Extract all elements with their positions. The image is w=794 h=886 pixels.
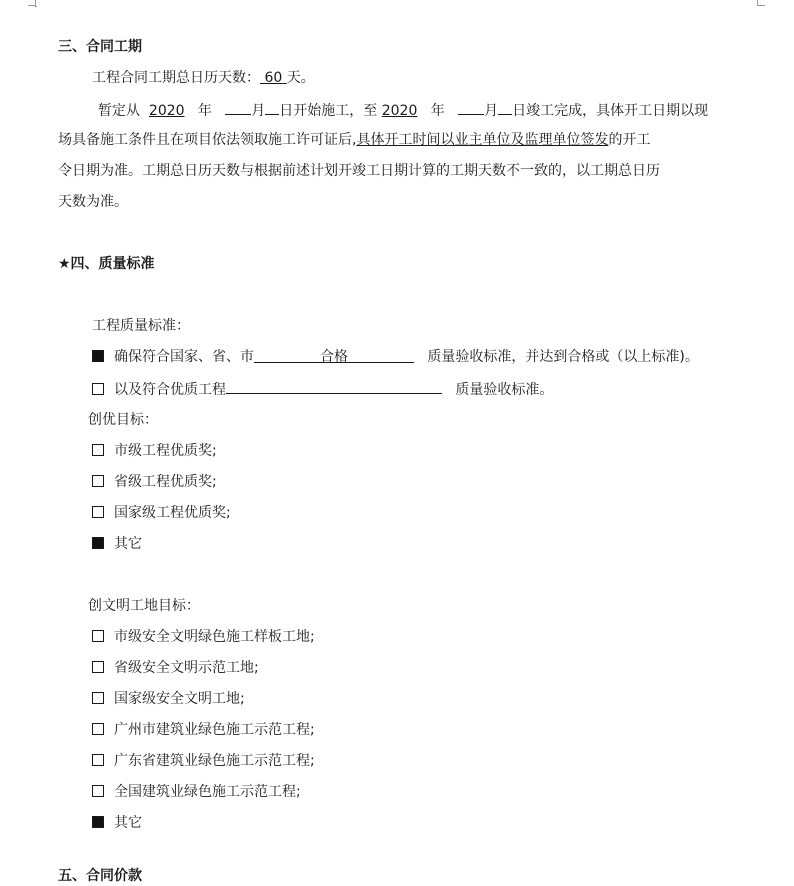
checkbox-checked-icon[interactable] xyxy=(92,816,104,828)
civil-site-item-label: 其它 xyxy=(114,815,142,831)
checkbox-checked-icon[interactable] xyxy=(92,537,104,549)
civil-site-item-label: 广东省建筑业绿色施工示范工程; xyxy=(114,753,315,769)
section-5-heading: 五、合同价款 xyxy=(58,868,142,884)
civil-site-item-label: 全国建筑业绿色施工示范工程; xyxy=(114,784,301,800)
duration-days: 60 xyxy=(264,70,283,86)
section-3-heading: 三、合同工期 xyxy=(58,39,142,55)
start-day-blank xyxy=(265,99,279,115)
checkbox-empty-icon[interactable] xyxy=(92,383,104,395)
page-corner-mark-right-h xyxy=(757,5,765,6)
checkbox-empty-icon[interactable] xyxy=(92,692,104,704)
start-month-blank xyxy=(225,99,251,115)
civil-site-item-label: 市级安全文明绿色施工样板工地; xyxy=(114,629,315,645)
schedule-line-3: 令日期为准。工期总日历天数与根据前述计划开竣工日期计算的工期天数不一致的，以工期总日历 xyxy=(58,163,660,179)
award-item[interactable] xyxy=(92,534,142,554)
end-year: 2020 xyxy=(381,103,418,119)
award-item-label: 市级工程优质奖; xyxy=(114,443,217,459)
schedule-line-2: 场具备施工条件且在项目依法领取施工许可证后,具体开工时间以业主单位及监理单位签发的开工 xyxy=(58,132,651,148)
duration-suffix: 天。 xyxy=(286,70,315,86)
duration-prefix: 工程合同工期总日历天数： xyxy=(92,70,260,86)
checkbox-empty-icon[interactable] xyxy=(92,754,104,766)
civil-site-item[interactable] xyxy=(92,782,301,802)
civil-site-item[interactable] xyxy=(92,689,245,709)
end-day-blank xyxy=(498,99,512,115)
civil-site-item[interactable] xyxy=(92,720,315,740)
checkbox-empty-icon[interactable] xyxy=(92,475,104,487)
award-item[interactable] xyxy=(92,503,231,523)
award-item[interactable] xyxy=(92,472,217,492)
civil-site-item[interactable] xyxy=(92,627,315,647)
award-item[interactable] xyxy=(92,441,217,461)
quality-option-2[interactable]: 以及符合优质工程 质量验收标准。 xyxy=(92,378,553,400)
quality-option-1-value: 合格 xyxy=(254,347,414,363)
checkbox-empty-icon[interactable] xyxy=(92,630,104,642)
checkbox-empty-icon[interactable] xyxy=(92,785,104,797)
award-item-label: 省级工程优质奖; xyxy=(114,474,217,490)
checkbox-empty-icon[interactable] xyxy=(92,661,104,673)
quality-option-1[interactable]: 确保符合国家、省、市 合格 质量验收标准，并达到合格或（以上标准)。 xyxy=(92,347,699,367)
checkbox-checked-icon[interactable] xyxy=(92,350,104,362)
checkbox-empty-icon[interactable] xyxy=(92,506,104,518)
schedule-line-1: 暂定从 2020 年 月 日开始施工，至 2020 年 月 日竣工完成，具体开工日期以现 xyxy=(98,99,708,121)
award-item-label: 国家级工程优质奖; xyxy=(114,505,231,521)
civil-site-item-label: 广州市建筑业绿色施工示范工程; xyxy=(114,722,315,738)
civil-site-item[interactable] xyxy=(92,813,142,833)
duration-paragraph xyxy=(92,68,315,88)
civil-site-item[interactable] xyxy=(92,751,315,771)
civil-site-item[interactable] xyxy=(92,658,259,678)
civil-site-target-label: 创文明工地目标： xyxy=(88,598,200,614)
civil-site-item-label: 省级安全文明示范工地; xyxy=(114,660,259,676)
civil-site-item-label: 国家级安全文明工地; xyxy=(114,691,245,707)
page-corner-mark-left-h xyxy=(28,5,36,6)
start-year: 2020 xyxy=(148,103,185,119)
end-month-blank xyxy=(458,99,484,115)
quality-standard-label: 工程质量标准： xyxy=(92,318,190,334)
schedule-line-4: 天数为准。 xyxy=(58,194,128,210)
award-item-label: 其它 xyxy=(114,536,142,552)
checkbox-empty-icon[interactable] xyxy=(92,444,104,456)
section-4-heading: ★四、质量标准 xyxy=(58,256,155,272)
quality-option-2-blank xyxy=(226,378,442,394)
schedule-underlined-text: 具体开工时间以业主单位及监理单位签发 xyxy=(356,132,609,148)
award-target-label: 创优目标： xyxy=(88,412,158,428)
checkbox-empty-icon[interactable] xyxy=(92,723,104,735)
